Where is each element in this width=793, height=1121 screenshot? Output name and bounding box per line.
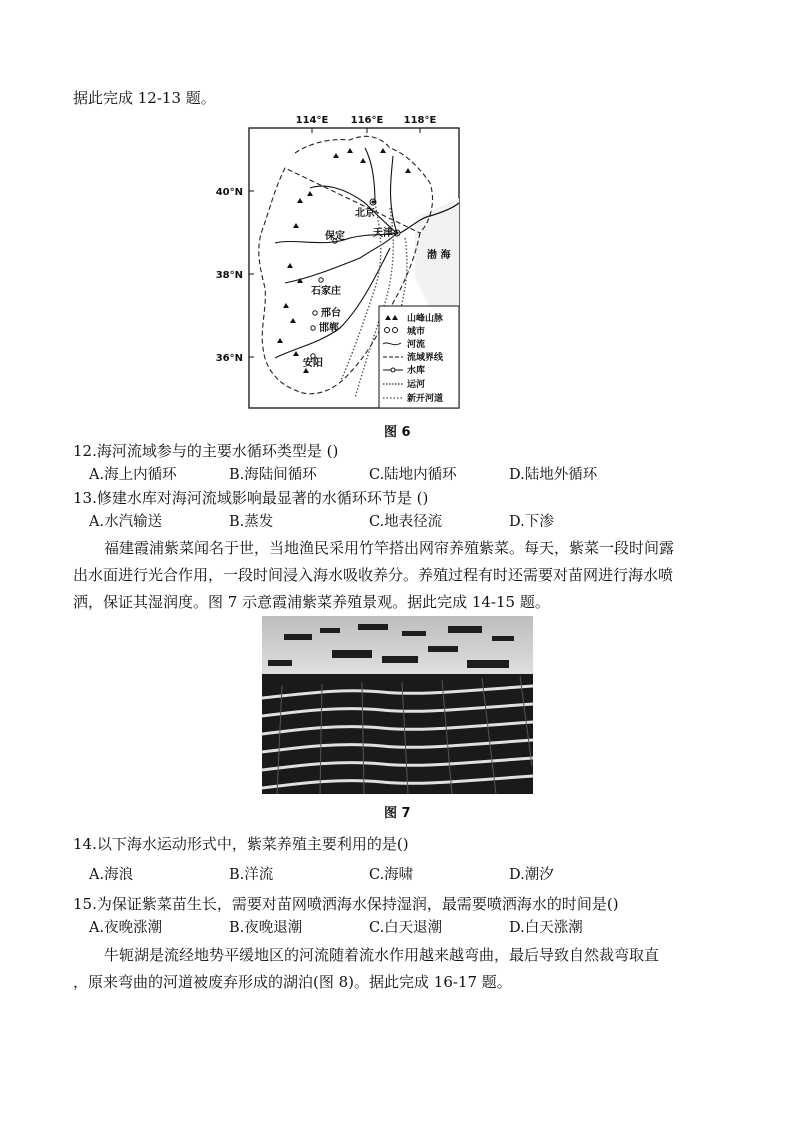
q13-option-c: C.地表径流 — [369, 514, 443, 530]
lon-label-114: 114°E — [295, 115, 329, 126]
q15-option-d: D.白天涨潮 — [509, 920, 583, 936]
q13-option-a: A.水汽输送 — [89, 514, 163, 530]
legend-mountain: 山峰山脉 — [407, 314, 444, 324]
q12-option-c: C.陆地内循环 — [369, 467, 457, 483]
figure-6-map — [215, 108, 465, 413]
legend-reservoir: 水库 — [407, 366, 426, 376]
passage-16-17-line-1: 牛轭湖是流经地势平缓地区的河流随着流水作用越来越弯曲，最后导致自然裁弯取直 — [104, 946, 660, 964]
legend-city: 城市 — [407, 327, 426, 337]
city-baoding: 保定 — [325, 231, 345, 242]
city-anyang: 安阳 — [303, 358, 323, 369]
q12-option-a: A.海上内循环 — [89, 467, 177, 483]
q13-stem: 13.修建水库对海河流域影响最显著的水循环环节是 () — [73, 489, 429, 507]
q14-option-b: B.洋流 — [229, 867, 274, 883]
q15-option-b: B.夜晚退潮 — [229, 920, 303, 936]
q14-option-a: A.海浪 — [89, 867, 134, 883]
q13-option-b: B.蒸发 — [229, 514, 274, 530]
figure-7-caption: 图 7 — [384, 806, 411, 821]
passage-14-15-line-3: 洒，保证其湿润度。图 7 示意霞浦紫菜养殖景观。据此完成 14-15 题。 — [73, 593, 550, 611]
sea-label: 渤 海 — [427, 250, 451, 261]
lat-label-38: 38°N — [215, 270, 243, 281]
passage-14-15-line-1: 福建霞浦紫菜闻名于世，当地渔民采用竹竿搭出网帘养殖紫菜。每天，紫菜一段时间露 — [104, 539, 675, 557]
q14-option-c: C.海啸 — [369, 867, 414, 883]
passage-16-17-line-2: ，原来弯曲的河道被废弃形成的湖泊(图 8)。据此完成 16-17 题。 — [73, 973, 512, 991]
figure-7-photo — [262, 616, 533, 794]
q14-option-d: D.潮汐 — [509, 867, 554, 883]
figure-6-caption: 图 6 — [384, 425, 411, 440]
legend-basin-boundary: 流域界线 — [407, 353, 444, 363]
lon-label-116: 116°E — [350, 115, 384, 126]
city-tianjin: 天津 — [373, 228, 393, 239]
q15-option-a: A.夜晚涨潮 — [89, 920, 163, 936]
q15-stem: 15.为保证紫菜苗生长，需要对苗网喷洒海水保持湿润，最需要喷洒海水的时间是() — [73, 895, 619, 913]
q12-option-b: B.海陆间循环 — [229, 467, 317, 483]
city-xingtai: 邢台 — [321, 308, 341, 319]
lat-label-40: 40°N — [215, 187, 243, 198]
intro-text: 据此完成 12-13 题。 — [73, 89, 216, 107]
city-handan: 邯郸 — [319, 323, 339, 334]
legend-river: 河流 — [407, 340, 426, 350]
legend-canal: 运河 — [407, 380, 426, 390]
city-shijiazhuang: 石家庄 — [311, 286, 341, 297]
q13-option-d: D.下渗 — [509, 514, 554, 530]
q15-option-c: C.白天退潮 — [369, 920, 443, 936]
passage-14-15-line-2: 出水面进行光合作用，一段时间浸入海水吸收养分。养殖过程有时还需要对苗网进行海水喷 — [73, 566, 674, 584]
q14-stem: 14.以下海水运动形式中，紫菜养殖主要利用的是() — [73, 835, 409, 853]
q12-stem: 12.海河流域参与的主要水循环类型是 () — [73, 442, 339, 460]
seaweed-farm-image — [262, 616, 533, 794]
lon-label-118: 118°E — [403, 115, 437, 126]
city-beijing: 北京 — [355, 208, 375, 219]
lat-label-36: 36°N — [215, 353, 243, 364]
q12-option-d: D.陆地外循环 — [509, 467, 598, 483]
legend-new-channel: 新开河道 — [407, 394, 444, 404]
